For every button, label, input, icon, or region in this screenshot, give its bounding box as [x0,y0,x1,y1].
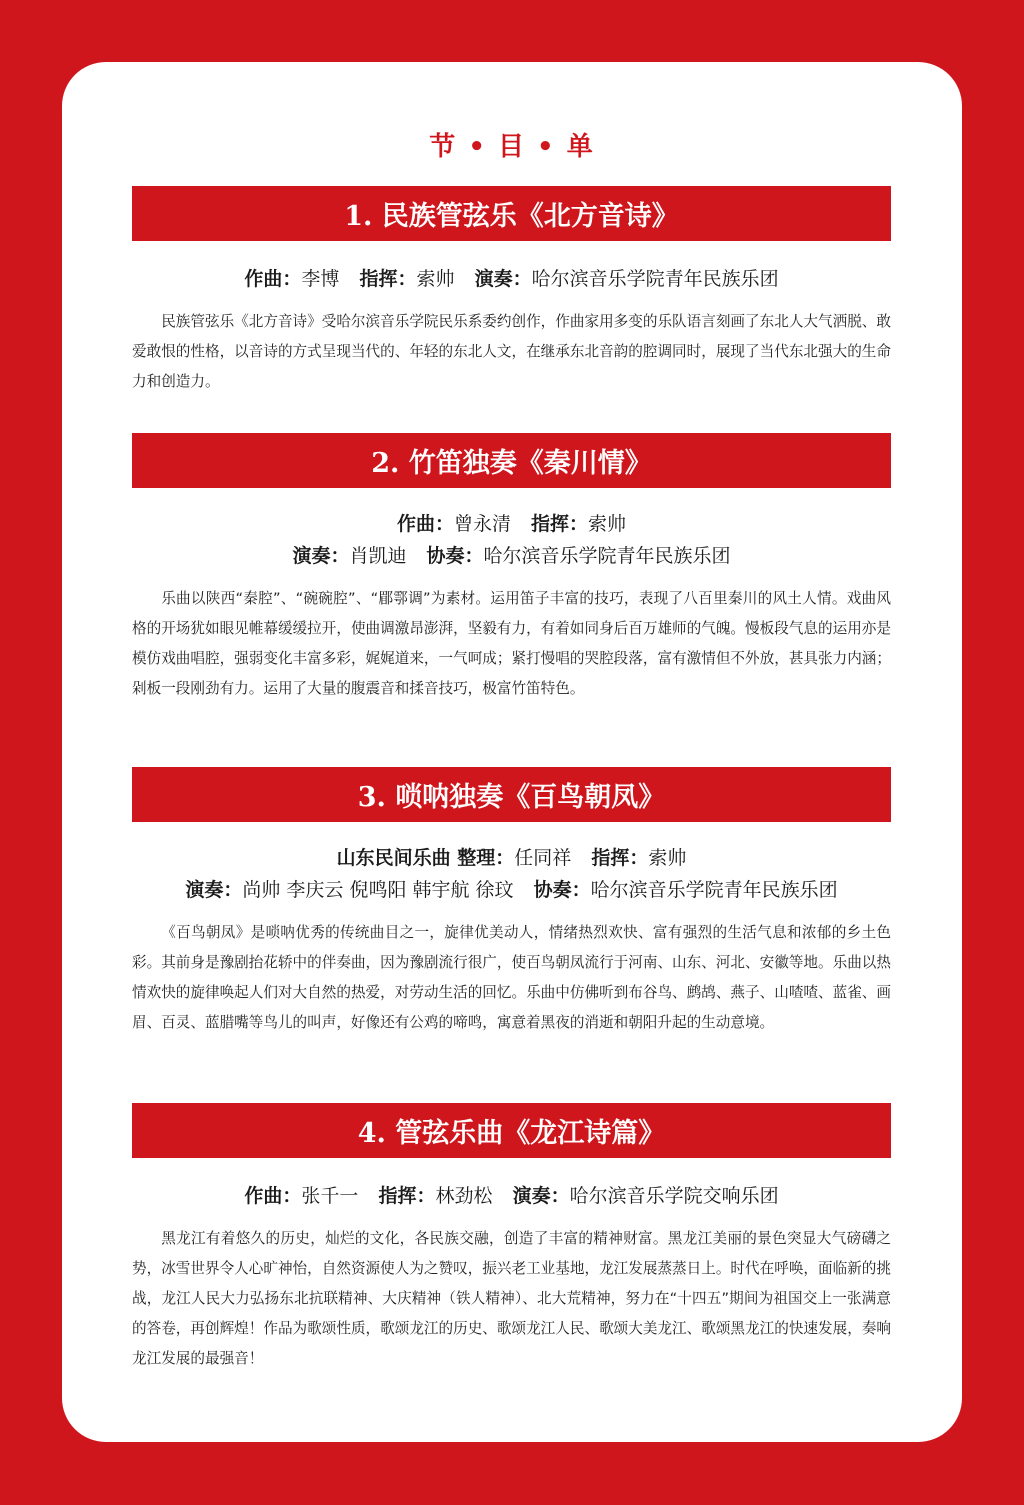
credit-value: 索帅 [416,268,455,290]
program-title-banner: 4. 管弦乐曲《龙江诗篇》 [132,1103,891,1158]
program-description: 乐曲以陕西“秦腔”、“碗碗腔”、“郿鄠调”为素材。运用笛子丰富的技巧，表现了八百里秦川的风土人情。戏曲风格的开场犹如眼见帷幕缓缓拉开，使曲调激昂澎湃，坚毅有力，有着如同身后百万雄师的气魄。慢板段气息的运用亦是模仿戏曲唱腔，强弱变化丰富多彩，娓娓道来，一气呵成；紧打慢唱的哭腔段落，富有激情但不外放，甚具张力内涵；剁板一段刚劲有力。运用了大量的腹震音和揉音技巧，极富竹笛特色。 [132,590,891,697]
credit-row [132,874,891,906]
credit-label: 作曲： [244,1185,302,1207]
credit-value: 哈尔滨音乐学院青年民族乐团 [483,545,731,567]
credit-value: 哈尔滨音乐学院青年民族乐团 [531,268,779,290]
program-description: 《百鸟朝凤》是唢呐优秀的传统曲目之一，旋律优美动人，情绪热烈欢快、富有强烈的生活气息和浓郁的乡土色彩。其前身是豫剧抬花轿中的伴奏曲，因为豫剧流行很广，使百鸟朝凤流行于河南、山东、河北、安徽等地。乐曲以热情欢快的旋律唤起人们对大自然的热爱，对劳动生活的回忆。乐曲中仿佛听到布谷鸟、鹧鸪、燕子、山喳喳、蓝雀、画眉、百灵、蓝腊嘴等鸟儿的叫声，好像还有公鸡的啼鸣，寓意着黑夜的消逝和朝阳升起的生动意境。 [132,924,891,1031]
credit-value: 索帅 [588,513,627,535]
credit-label: 演奏： [292,545,350,567]
credit-value: 任同祥 [514,847,572,869]
credit-value: 哈尔滨音乐学院交响乐团 [569,1185,779,1207]
credit-value: 哈尔滨音乐学院青年民族乐团 [590,879,838,901]
credit-label: 演奏： [512,1185,570,1207]
program-title-banner: 3. 唢呐独奏《百鸟朝凤》 [132,767,891,822]
credit-row [132,508,891,540]
credit-label: 指挥： [531,513,589,535]
program-section-3 [132,767,891,1038]
credit-value: 李博 [301,268,340,290]
program-title-banner: 1. 民族管弦乐《北方音诗》 [132,186,891,241]
program-description: 民族管弦乐《北方音诗》受哈尔滨音乐学院民乐系委约创作，作曲家用多变的乐队语言刻画了东北人大气洒脱、敢爱敢恨的性格，以音诗的方式呈现当代的、年轻的东北人文，在继承东北音韵的腔调同时，展现了当代东北强大的生命力和创造力。 [132,313,891,390]
program-title-banner: 2. 竹笛独奏《秦川情》 [132,433,891,488]
credit-row [132,263,891,295]
credit-value: 曾永清 [453,513,511,535]
credit-value: 索帅 [648,847,687,869]
credit-row [132,540,891,572]
program-section-1 [132,186,891,397]
credit-label: 演奏： [474,268,532,290]
credit-label: 协奏： [426,545,484,567]
credit-row [132,842,891,874]
credit-label: 指挥： [591,847,649,869]
credit-row [132,1180,891,1212]
credit-label: 协奏： [533,879,591,901]
credit-label: 指挥： [378,1185,436,1207]
credit-label: 指挥： [359,268,417,290]
program-credits [132,1180,891,1212]
credit-label: 作曲： [244,268,302,290]
program-section-4 [132,1103,891,1374]
page-title: 节 • 目 • 单 [429,132,595,162]
credit-value: 林劲松 [435,1185,493,1207]
program-credits [132,842,891,906]
program-section-2 [132,433,891,704]
credit-value: 尚帅 李庆云 倪鸣阳 韩宇航 徐玟 [242,879,514,901]
credit-label: 演奏： [185,879,243,901]
credit-value: 肖凯迪 [349,545,407,567]
credit-value: 张千一 [301,1185,359,1207]
credit-label: 山东民间乐曲 整理： [336,847,515,869]
program-credits [132,263,891,295]
program-description: 黑龙江有着悠久的历史，灿烂的文化，各民族交融，创造了丰富的精神财富。黑龙江美丽的景色突显大气磅礴之势，冰雪世界令人心旷神怡，自然资源使人为之赞叹，振兴老工业基地，龙江发展蒸蒸日上。时代在呼唤，面临新的挑战，龙江人民大力弘扬东北抗联精神、大庆精神（铁人精神）、北大荒精神，努力在“十四五”期间为祖国交上一张满意的答卷，再创辉煌！作品为歌颂性质，歌颂龙江的历史、歌颂龙江人民、歌颂大美龙江、歌颂黑龙江的快速发展，奏响龙江发展的最强音！ [132,1230,891,1367]
credit-label: 作曲： [396,513,454,535]
program-credits [132,508,891,572]
